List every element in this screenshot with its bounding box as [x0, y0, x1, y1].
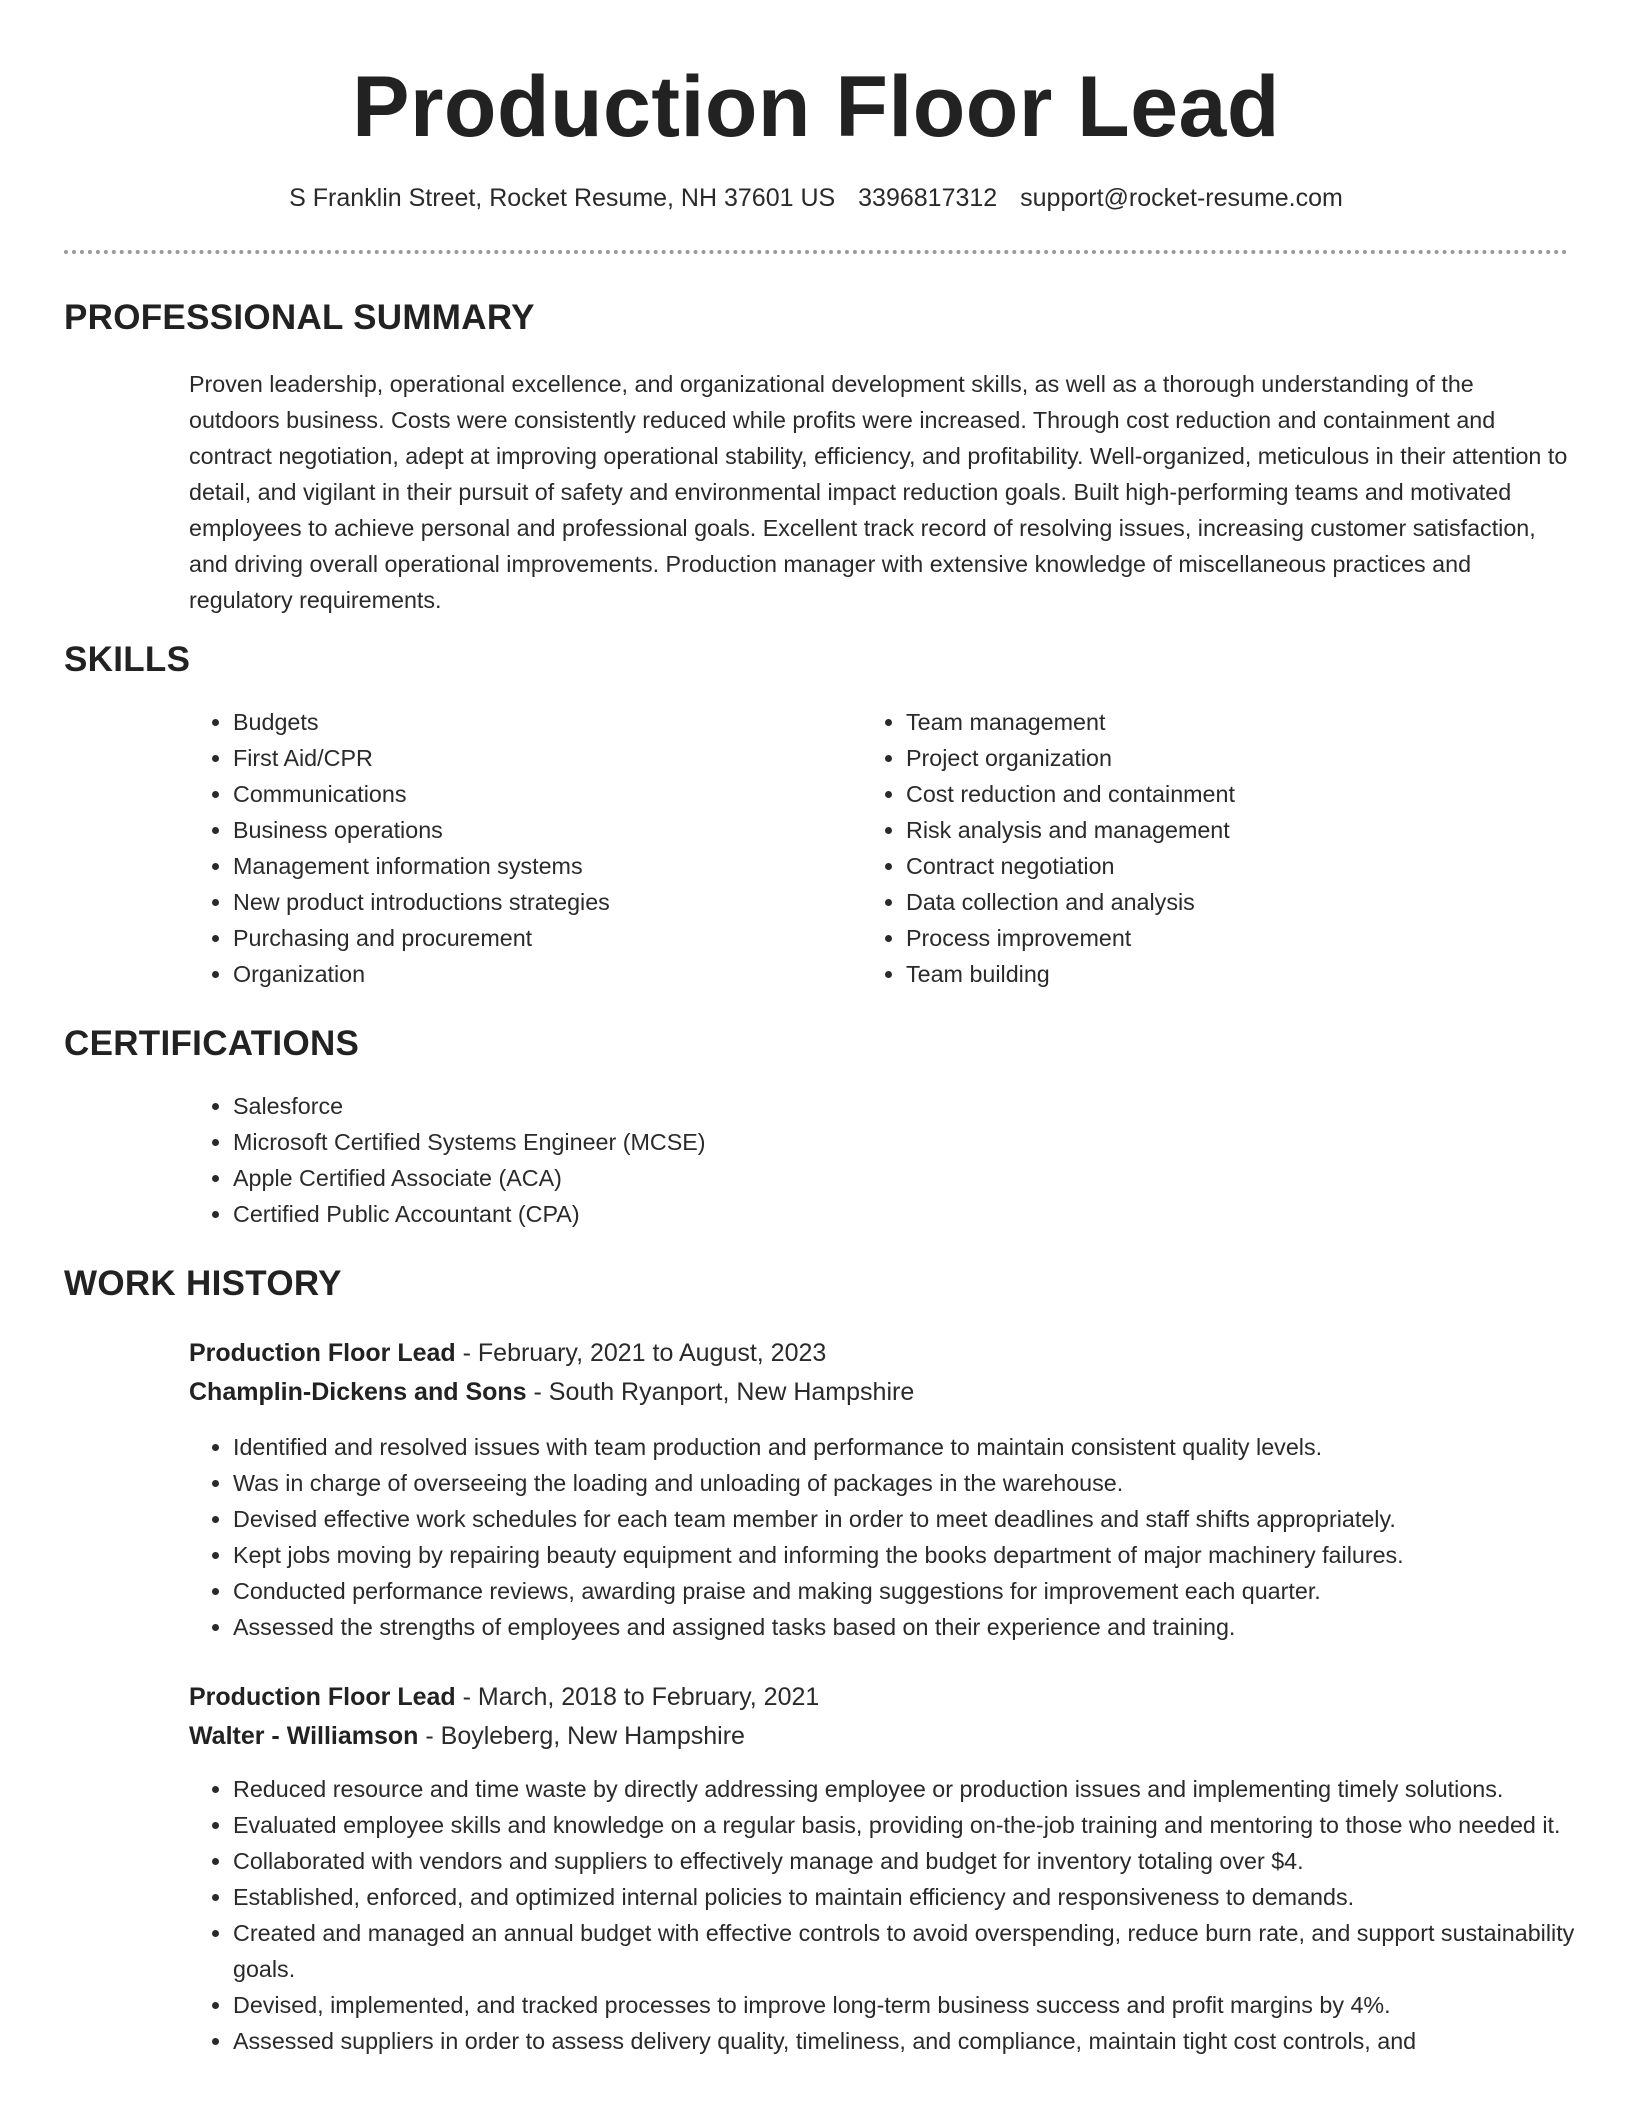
skills-list-left: [189, 704, 833, 992]
job-location: - South Ryanport, New Hampshire: [526, 1378, 915, 1406]
contact-line: [0, 180, 1632, 216]
job-bullet: • Evaluated employee skills and knowledge on a regular basis, providing on-the-job training and mentoring to those who needed it.: [233, 1807, 1613, 1843]
certifications-list: [189, 1088, 1533, 1232]
job-company: Champlin-Dickens and Sons: [189, 1378, 527, 1406]
resume-title: Production Floor Lead: [352, 59, 1280, 155]
header-divider: [64, 250, 1568, 254]
certifications-heading: CERTIFICATIONS: [64, 1024, 360, 1063]
job-bullets: [189, 1429, 1613, 1645]
skill-item: • Organization: [233, 956, 833, 992]
skill-item: • Purchasing and procurement: [233, 920, 833, 956]
phone-text: 3396817312: [858, 184, 998, 212]
certification-item: • Salesforce: [233, 1088, 1533, 1124]
job-bullets: [189, 1771, 1613, 2059]
job-dates: - February, 2021 to August, 2023: [455, 1339, 827, 1367]
skill-item: • Cost reduction and containment: [906, 776, 1546, 812]
work-history-heading: WORK HISTORY: [64, 1264, 342, 1303]
skills-list-right: [862, 704, 1546, 992]
certification-item: • Apple Certified Associate (ACA): [233, 1160, 1533, 1196]
skill-item: • Risk analysis and management: [906, 812, 1546, 848]
job-location: - Boyleberg, New Hampshire: [418, 1722, 745, 1750]
email-link[interactable]: support@rocket-resume.com: [1020, 184, 1343, 212]
job-bullet: • Identified and resolved issues with team production and performance to maintain consistent quality levels.: [233, 1429, 1613, 1465]
job-bullet: • Conducted performance reviews, awarding praise and making suggestions for improvement each quarter.: [233, 1573, 1613, 1609]
job-company-line: [189, 1717, 745, 1755]
job-bullet: • Established, enforced, and optimized internal policies to maintain efficiency and responsiveness to demands.: [233, 1879, 1613, 1915]
job-role: Production Floor Lead: [189, 1339, 456, 1367]
skill-item: • Management information systems: [233, 848, 833, 884]
job-bullet: • Assessed suppliers in order to assess delivery quality, timeliness, and compliance, maintain tight cost controls, and: [233, 2023, 1613, 2059]
skill-item: • Contract negotiation: [906, 848, 1546, 884]
summary-heading: PROFESSIONAL SUMMARY: [64, 298, 535, 337]
certification-item: • Microsoft Certified Systems Engineer (MCSE): [233, 1124, 1533, 1160]
skill-item: • Project organization: [906, 740, 1546, 776]
job-company: Walter - Williamson: [189, 1722, 419, 1750]
job-bullet: • Collaborated with vendors and suppliers to effectively manage and budget for inventory totaling over $4.: [233, 1843, 1613, 1879]
job-role: Production Floor Lead: [189, 1683, 456, 1711]
certification-item: • Certified Public Accountant (CPA): [233, 1196, 1533, 1232]
skill-item: • Data collection and analysis: [906, 884, 1546, 920]
job-bullet: • Was in charge of overseeing the loading and unloading of packages in the warehouse.: [233, 1465, 1613, 1501]
job-bullet: • Kept jobs moving by repairing beauty equipment and informing the books department of major machinery failures.: [233, 1537, 1613, 1573]
skill-item: • Team management: [906, 704, 1546, 740]
skill-item: • Process improvement: [906, 920, 1546, 956]
summary-text: Proven leadership, operational excellence, and organizational development skills, as well as a thorough understanding of the outdoors business. Costs were consistently reduced while profits were increased. Through cost reduction and containment and contract negotiation, adept at improving operational stability, efficiency, and profitability. Well-organized, meticulous in their attention to detail, and vigilant in their pursuit of safety and environmental impact reduction goals. Built high-performing teams and motivated employees to achieve personal and professional goals. Excellent track record of resolving issues, increasing customer satisfaction, and driving overall operational improvements. Production manager with extensive knowledge of miscellaneous practices and regulatory requirements.: [189, 371, 1568, 613]
job-bullet: • Created and managed an annual budget with effective controls to avoid overspending, reduce burn rate, and support sustainability goals.: [233, 1915, 1613, 1987]
job-company-line: [189, 1373, 914, 1411]
address-text: S Franklin Street, Rocket Resume, NH 37601 US: [289, 184, 836, 212]
skill-item: • Business operations: [233, 812, 833, 848]
job-dates: - March, 2018 to February, 2021: [455, 1683, 820, 1711]
job-bullet: • Reduced resource and time waste by directly addressing employee or production issues and implementing timely solutions.: [233, 1771, 1613, 1807]
skill-item: • First Aid/CPR: [233, 740, 833, 776]
job-bullet: • Devised effective work schedules for each team member in order to meet deadlines and staff shifts appropriately.: [233, 1501, 1613, 1537]
skills-heading: SKILLS: [64, 640, 191, 679]
skill-item: • Team building: [906, 956, 1546, 992]
job-bullet: • Assessed the strengths of employees and assigned tasks based on their experience and training.: [233, 1609, 1613, 1645]
skill-item: • Budgets: [233, 704, 833, 740]
job-title-line: [189, 1334, 826, 1372]
job-title-line: [189, 1678, 819, 1716]
skill-item: • Communications: [233, 776, 833, 812]
job-bullet: • Devised, implemented, and tracked processes to improve long-term business success and profit margins by 4%.: [233, 1987, 1613, 2023]
skill-item: • New product introductions strategies: [233, 884, 833, 920]
